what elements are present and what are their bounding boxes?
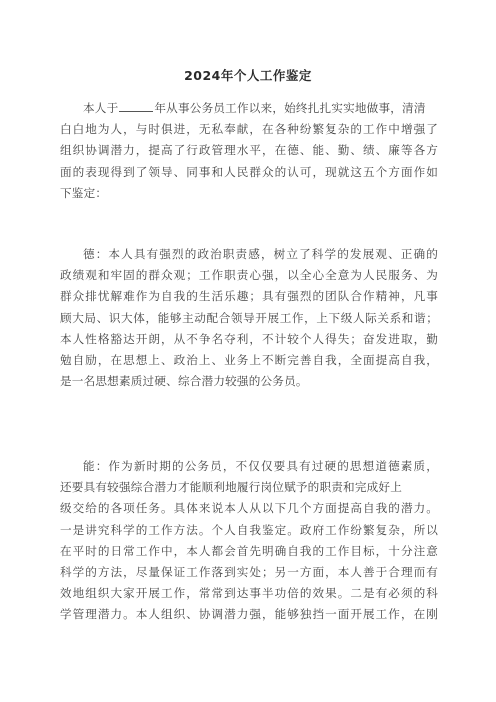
paragraph-line: 一是讲究科学的工作方法。个人自我鉴定。政府工作纷繁复杂，所以 [60,522,438,537]
paragraph-line: 级交给的各项任务。具体来说本人从以下几个方面提高自我的潜力。 [60,501,438,516]
paragraph-line: 德：本人具有强烈的政治职责感，树立了科学的发展观、正确的 [83,247,438,261]
paragraph-line: 组织协调潜力，提高了行政管理水平，在德、能、勤、绩、廉等各方 [60,143,438,158]
paragraph-line: 下鉴定： [60,185,108,200]
paragraph-line [60,98,438,119]
paragraph-intro [60,98,438,204]
paragraph-line: 顾大局、识大体，能够主动配合领导开展工作，上下级人际关系和谐； [60,310,438,325]
paragraph-neng [60,456,438,626]
paragraph-line: 效地组织大家开展工作，常常到达事半功倍的效果。二是有必须的科 [60,586,438,601]
paragraph-line: 科学的方法，尽量保证工作落到实处；另一方面，本人善于合理而有 [60,564,438,579]
line-text: 年从事公务员工作以来，始终扎扎实实地做事，清清 [154,101,426,115]
paragraph-line: 勉自励，在思想上、政治上、业务上不断完善自我，全面提高自我， [60,352,438,367]
paragraph-line: 能：作为新时期的公务员，不仅仅要具有过硬的思想道德素质， [83,459,438,473]
fill-in-blank [119,99,153,112]
paragraph-line: 是一名思想素质过硬、综合潜力较强的公务员。 [60,374,308,389]
paragraph-line: 在平时的日常工作中，本人都会首先明确自我的工作目标，十分注意 [60,543,438,558]
paragraph-line: 群众排忧解难作为自我的生活乐趣；具有强烈的团队合作精神，凡事 [60,289,438,304]
paragraph-line: 面的表现得到了领导、同事和人民群众的认可，现就这五个方面作如 [60,164,438,179]
paragraph-line: 白白地为人，与时俱进，无私奉献，在各种纷繁复杂的工作中增强了 [60,122,438,137]
paragraph-line: 本人性格豁达开朗，从不争名夺利，不计较个人得失；奋发进取，勤 [60,331,438,346]
line-text: 本人于 [83,101,119,115]
paragraph-line: 学管理潜力。本人组织、协调潜力强，能够独挡一面开展工作，在刚 [60,607,438,622]
document-title: 2024年个人工作鉴定 [184,68,312,83]
paragraph-de [60,244,438,392]
paragraph-line: 还要具有较强综合潜力才能顺利地履行岗位赋予的职责和完成好上 [60,480,403,495]
paragraph-line: 政绩观和牢固的群众观；工作职责心强，以全心全意为人民服务、为 [60,268,438,283]
